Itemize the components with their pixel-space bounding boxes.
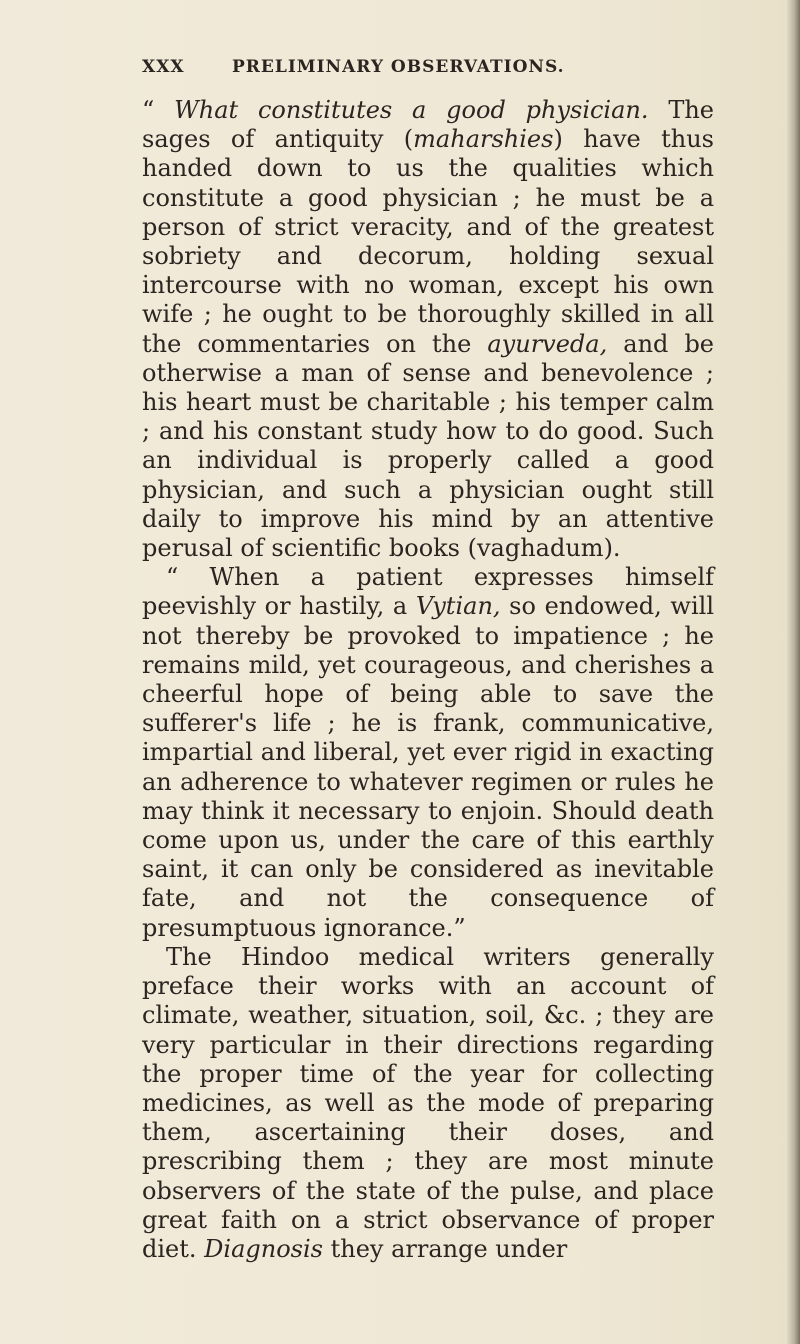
page-edge-shadow — [786, 0, 800, 1344]
body-text — [142, 96, 714, 1264]
chapter-title: PRELIMINARY OBSERVATIONS. — [232, 57, 565, 77]
italic-term: Diagnosis — [204, 1234, 323, 1263]
open-quote: “ — [142, 96, 175, 124]
paragraph-text: The Hindoo medical writers generally preface their works with an account of climate, weather, situation, soil, &c. ; they are very particular in their directions regarding the proper time of the year for collecting medicines, as well as the mode of preparing them, ascertaining their doses, and prescribing them ; they are most minute observers of the state of the pulse, and place great faith on a strict observance of proper diet. — [142, 942, 714, 1263]
paragraph-patient — [142, 563, 714, 943]
running-header — [142, 57, 612, 77]
paragraph-text: “ When a patient expresses himself peevishly or hastily, a — [142, 563, 714, 621]
italic-term: ayurveda, — [487, 329, 608, 358]
italic-term: maharshies — [413, 125, 554, 154]
paragraph-text: ) have thus handed down to us the qualities which constitute a good physician ; he must be a person of strict veracity, and of the greatest sobriety and decorum, holding sexual intercourse with no woman, except his own wife ; he ought to be thoroughly skilled in all the commentaries on the — [142, 125, 715, 358]
italic-term: Vytian, — [415, 592, 501, 621]
paragraph-text: The sages of antiquity ( — [142, 96, 714, 154]
paragraph-text: and be otherwise a man of sense and benevolence ; his heart must be charitable ; his temper calm ; and his constant study how to do good. Such an individual is properly called a good physician, and such a physician ought still daily to improve his mind by an attentive perusal of scientific books (vaghadum). — [142, 329, 715, 563]
paragraph-text: they arrange under — [322, 1234, 568, 1263]
italic-heading: What constitutes a good physician. — [174, 96, 649, 124]
page-number: XXX — [142, 57, 185, 77]
paragraph-text: so endowed, will not thereby be provoked to impatience ; he remains mild, yet courageous, and cherishes a cheerful hope of being able to save the sufferer's life ; he is frank, communicative, impartial and liberal, yet ever rigid in exacting an adherence to whatever regimen or rules he may think it necessary to enjoin. Should death come upon us, under the care of this earthly saint, it can only be considered as inevitable fate, and not the consequence of presumptuous ignorance.” — [142, 592, 714, 942]
paragraph-hindoo-writers — [142, 943, 714, 1264]
paragraph-good-physician — [142, 96, 714, 563]
